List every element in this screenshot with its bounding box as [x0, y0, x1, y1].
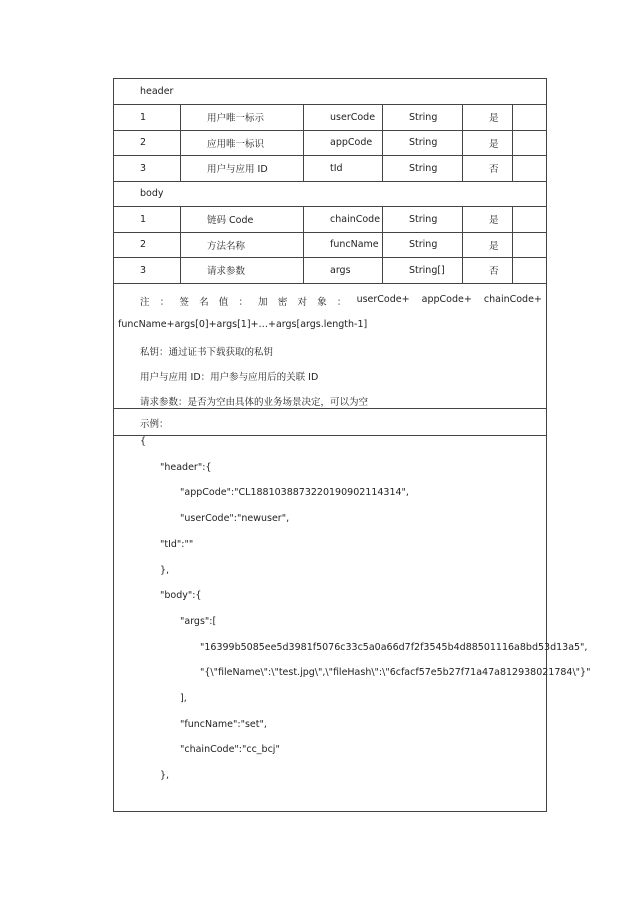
field-name-cell [303, 207, 382, 232]
field-type-text: String [409, 162, 438, 174]
code-line: { [140, 436, 147, 447]
code-line: ], [180, 693, 187, 704]
signature-note-char: 对 [297, 297, 308, 308]
field-name-text: userCode [330, 111, 376, 123]
field-type-cell [382, 258, 462, 283]
code-line: "body":{ [160, 590, 202, 602]
field-description-cell [180, 258, 303, 283]
field-extra-cell [512, 233, 546, 258]
row-number-cell [114, 233, 180, 258]
code-line: }, [160, 770, 170, 782]
field-type-text: String [409, 137, 438, 149]
field-description-text: 请求参数 [207, 266, 246, 278]
field-type-cell [382, 131, 462, 156]
header-table-row [114, 105, 546, 131]
row-number-text: 3 [140, 264, 147, 276]
field-name-cell [303, 233, 382, 258]
signature-note-fields: userCode+ appCode+ chainCode+ [356, 294, 542, 305]
field-required-text: 是 [489, 215, 499, 227]
field-extra-cell [512, 207, 546, 232]
code-line: "chainCode":"cc_bcj" [180, 744, 280, 756]
signature-note-char: ： [238, 297, 248, 308]
code-line: "header":{ [160, 461, 212, 473]
field-extra-cell [512, 258, 546, 283]
field-description-text: 用户与应用 ID [207, 164, 268, 176]
code-line: "args":[ [180, 615, 217, 627]
field-type-text: String [409, 239, 438, 251]
row-number-cell [114, 131, 180, 156]
field-required-cell [462, 233, 512, 258]
signature-note-char: 名 [199, 297, 209, 308]
field-name-text: funcName [330, 239, 379, 251]
field-required-text: 否 [489, 164, 499, 176]
signature-note-char: ： [159, 297, 170, 308]
field-type-text: String[] [409, 264, 445, 276]
signature-note-char: 象 [317, 297, 327, 308]
notes-block [114, 284, 546, 409]
field-type-cell [382, 233, 462, 258]
field-description-cell [180, 207, 303, 232]
field-description-cell [180, 131, 303, 156]
body-table-row [114, 233, 546, 259]
header-table-row [114, 131, 546, 157]
field-description-text: 方法名称 [207, 240, 246, 252]
row-number-cell [114, 207, 180, 232]
field-type-cell [382, 156, 462, 181]
example-label-row [114, 409, 546, 436]
body-section-label: body [140, 188, 164, 199]
signature-note-char: 签 [179, 297, 189, 308]
field-type-text: String [409, 111, 438, 123]
field-required-cell [462, 207, 512, 232]
field-required-text: 是 [489, 113, 499, 125]
signature-note-char: 值 [218, 297, 229, 308]
field-required-text: 否 [489, 266, 499, 278]
field-name-text: chainCode [330, 213, 381, 225]
field-description-cell [180, 233, 303, 258]
row-number-text: 2 [140, 239, 147, 251]
signature-note-char: ： [336, 297, 347, 308]
field-name-cell [303, 156, 382, 181]
field-required-cell [462, 105, 512, 130]
field-required-cell [462, 258, 512, 283]
code-line: "funcName":"set", [180, 718, 267, 730]
code-line: }, [160, 564, 170, 576]
field-extra-cell [512, 105, 546, 130]
field-description-text: 链码 Code [207, 215, 254, 227]
code-line: "16399b5085ee5d3981f5076c33c5a0a66d7f2f3545b4d88501116a8bd53d13a5", [200, 641, 588, 653]
row-number-text: 1 [140, 213, 147, 225]
field-name-text: tId [330, 162, 343, 174]
private-key-note: 私钥：通过证书下载获取的私钥 [140, 347, 274, 358]
code-line: "userCode":"newuser", [180, 513, 290, 525]
field-name-cell [303, 131, 382, 156]
field-name-cell [303, 105, 382, 130]
field-name-cell [303, 258, 382, 283]
row-number-cell [114, 258, 180, 283]
field-name-text: args [330, 264, 351, 276]
body-table-row [114, 207, 546, 233]
field-required-cell [462, 131, 512, 156]
field-type-cell [382, 105, 462, 130]
code-line: "{\"fileName\":\"test.jpg\",\"fileHash\":\"6cfacf57e5b27f71a47a812938021784\"}" [200, 667, 591, 679]
field-description-cell [180, 156, 303, 181]
body-table-row [114, 258, 546, 284]
signature-note-continuation: funcName+args[0]+args[1]+…+args[args.length-1] [118, 319, 368, 330]
field-description-text: 用户唯一标示 [207, 113, 265, 125]
field-name-text: appCode [330, 137, 373, 149]
row-number-text: 3 [140, 162, 147, 174]
example-label: 示例： [140, 419, 169, 430]
row-number-text: 1 [140, 111, 147, 123]
args-note: 请求参数：是否为空由具体的业务场景决定，可以为空 [140, 397, 369, 408]
header-table-row [114, 156, 546, 182]
signature-note-char: 注 [140, 297, 150, 308]
row-number-text: 2 [140, 137, 147, 149]
field-required-text: 是 [489, 138, 499, 150]
row-number-cell [114, 105, 180, 130]
body-section-row [114, 181, 546, 207]
header-section-row [114, 79, 546, 105]
field-description-cell [180, 105, 303, 130]
field-required-cell [462, 156, 512, 181]
document-table [113, 78, 591, 812]
signature-note-char: 加 [258, 297, 268, 308]
field-type-cell [382, 207, 462, 232]
field-extra-cell [512, 131, 546, 156]
field-extra-cell [512, 156, 546, 181]
header-section-label: header [140, 86, 174, 97]
signature-note-line [140, 294, 542, 308]
tid-note: 用户与应用 ID：用户参与应用后的关联 ID [140, 372, 319, 383]
row-number-cell [114, 156, 180, 181]
code-line: "appCode":"CL1881038873220190902114314", [180, 487, 409, 499]
signature-note-char: 密 [277, 297, 288, 308]
code-line: "tId":"" [160, 538, 194, 550]
field-type-text: String [409, 213, 438, 225]
field-description-text: 应用唯一标识 [207, 138, 265, 150]
field-required-text: 是 [489, 240, 499, 252]
